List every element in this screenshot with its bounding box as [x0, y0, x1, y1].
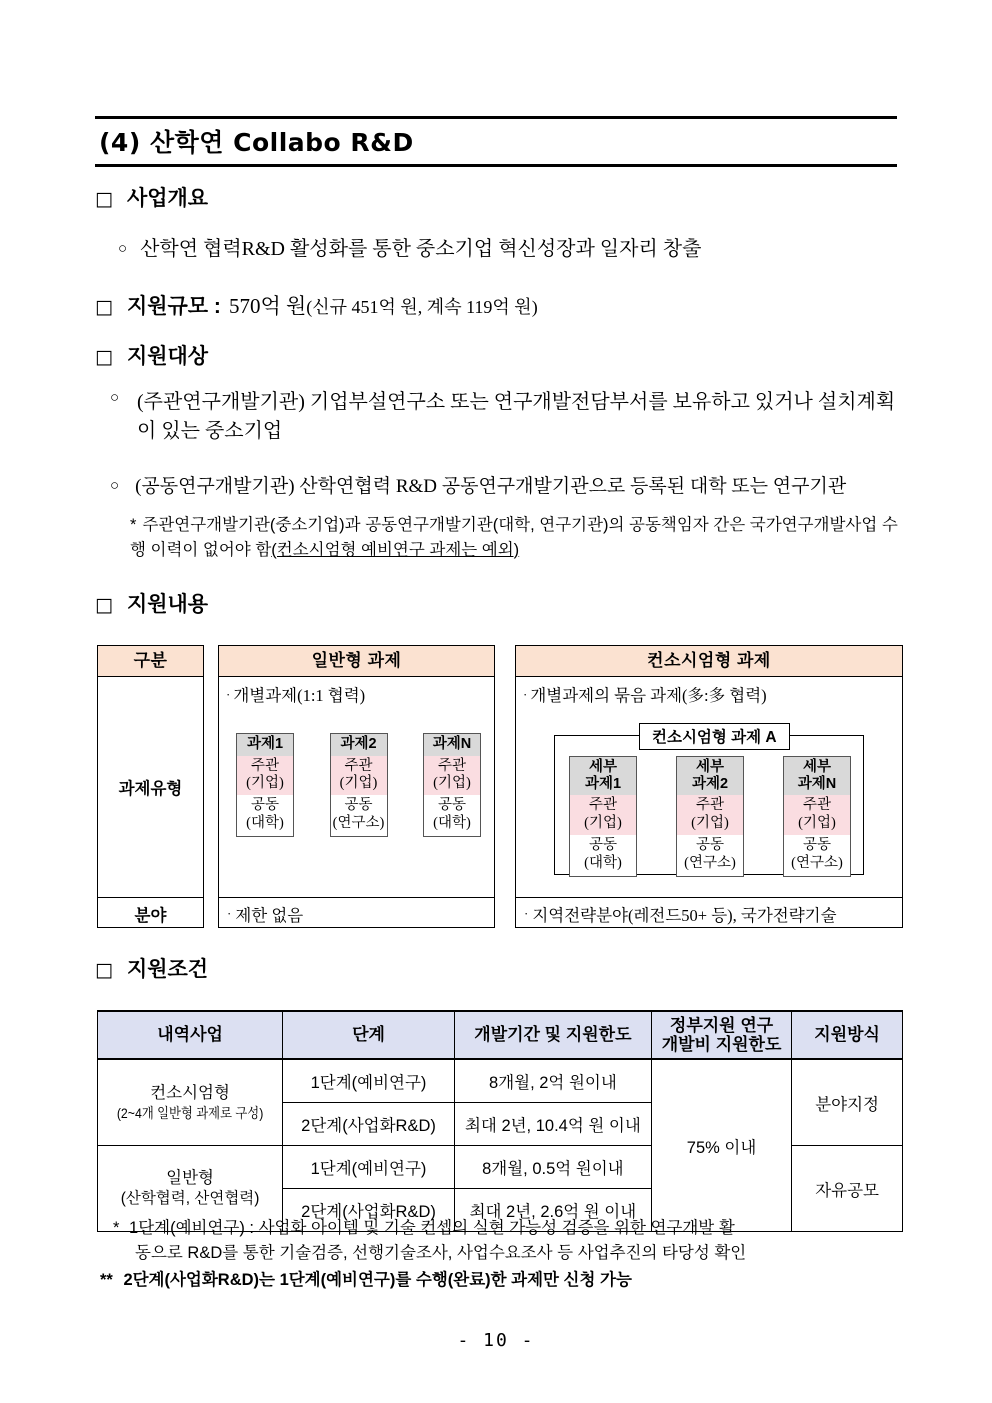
cell-limit: 최대 2년, 2.6억 원 이내 [454, 1189, 651, 1232]
footnote-one-mark: * [113, 1219, 120, 1237]
diagram-consortium-header: 컨소시엄형 과제 [516, 646, 902, 677]
page-title-block [95, 116, 897, 167]
card-host: 주관 (기업) [677, 795, 743, 835]
section-heading-overview: □ 사업개요 [95, 187, 209, 210]
footnote-two-mark: ** [100, 1271, 113, 1289]
square-bullet-icon: □ [95, 594, 113, 616]
square-bullet-icon: □ [95, 296, 113, 318]
cell-limit: 8개월, 0.5억 원이내 [454, 1146, 651, 1189]
page-title: (4) 산학연 Collabo R&D [99, 128, 414, 157]
footnote-one-line1: 1단계(예비연구) : 사업화 아이템 및 기술 컨셉의 실현 가능성 검증을 위한 연구개발 활 [129, 1219, 735, 1237]
asterisk-mark: * [130, 516, 137, 534]
diagram-general-desc-line [219, 677, 494, 706]
card-partner: 공동 (대학) [424, 795, 480, 836]
square-bullet-icon: □ [95, 959, 113, 981]
table-header-row [98, 1011, 903, 1059]
card-title: 세부 과제1 [570, 757, 636, 795]
diagram-general-cards [236, 733, 481, 837]
target-note [130, 513, 900, 563]
col-header-gov-support: 정부지원 연구 개발비 지원한도 [651, 1011, 791, 1059]
diagram-gubun-column [97, 645, 204, 928]
section-heading-content: □ 지원내용 [95, 593, 209, 616]
card-host: 주관 (기업) [237, 756, 293, 796]
diagram-general-body [219, 677, 494, 898]
cell-method-designated: 분야지정 [792, 1059, 903, 1146]
cell-limit: 최대 2년, 10.4억 원 이내 [454, 1103, 651, 1146]
card-host: 주관 (기업) [784, 795, 850, 835]
card-partner: 공동 (연구소) [677, 835, 743, 876]
diagram-card [423, 733, 481, 837]
table-row [98, 1059, 903, 1103]
card-title: 과제N [424, 734, 480, 756]
diagram-card [783, 756, 851, 877]
cell-stage: 2단계(사업화R&D) [283, 1103, 455, 1146]
circle-bullet-icon: ○ [110, 478, 120, 494]
middot-bullet-icon: · [226, 687, 231, 702]
card-host: 주관 (기업) [424, 756, 480, 796]
cell-method-open: 자유공모 [792, 1146, 903, 1232]
cell-stage: 2단계(사업화R&D) [283, 1189, 455, 1232]
page-number: - 10 - [457, 1330, 535, 1351]
target-bullet-1: ○ (주관연구개발기관) 기업부설연구소 또는 연구개발전담부서를 보유하고 있거나 설치계획이 있는 중소기업 [110, 390, 896, 442]
diagram-consortium-frame [554, 729, 864, 875]
middot-bullet-icon: · [524, 905, 529, 921]
target-note-underlined: (컨소시엄형 예비연구 과제는 예외) [271, 540, 520, 559]
footnote-two [100, 1268, 900, 1293]
diagram-general-field-line [219, 898, 494, 929]
middot-bullet-icon: · [227, 905, 232, 921]
col-header-stage: 단계 [283, 1011, 455, 1059]
cell-limit: 8개월, 2억 원이내 [454, 1059, 651, 1103]
card-title: 과제1 [237, 734, 293, 756]
diagram-consortium-body [516, 677, 902, 898]
diagram-consortium-cards [569, 756, 851, 877]
diagram-consortium-column [515, 645, 903, 928]
target-bullet-2: ○ (공동연구개발기관) 산학연협력 R&D 공동연구개발기관으로 등록된 대학 또는 연구기관 [110, 476, 847, 497]
diagram-card [676, 756, 744, 877]
card-partner: 공동 (대학) [570, 835, 636, 876]
diagram-consortium-frame-label: 컨소시엄형 과제 A [639, 723, 790, 750]
circle-bullet-icon: ○ [118, 241, 128, 257]
section-heading-conditions: □ 지원조건 [95, 958, 209, 981]
diagram-consortium-field-line [516, 898, 902, 929]
diagram-gubun-header: 구분 [98, 646, 203, 677]
diagram-card [569, 756, 637, 877]
card-title: 세부 과제N [784, 757, 850, 795]
square-bullet-icon: □ [95, 188, 113, 210]
budget-line: □ 지원규모 : 570억 원(신규 451억 원, 계속 119억 원) [95, 294, 538, 318]
cell-program-consortium: 컨소시엄형 (2~4개 일반형 과제로 구성) [98, 1059, 283, 1146]
col-header-program: 내역사업 [98, 1011, 283, 1059]
card-partner: 공동 (연구소) [331, 795, 387, 836]
card-host: 주관 (기업) [570, 795, 636, 835]
card-title: 과제2 [331, 734, 387, 756]
square-bullet-icon: □ [95, 346, 113, 368]
col-header-period-limit: 개발기간 및 지원한도 [454, 1011, 651, 1059]
card-partner: 공동 (대학) [237, 795, 293, 836]
cell-program-general: 일반형 (산학협력, 산연협력) [98, 1146, 283, 1232]
diagram-row-label-field: 분야 [134, 906, 167, 925]
card-title: 세부 과제2 [677, 757, 743, 795]
diagram-card [236, 733, 294, 837]
conditions-table [97, 1010, 903, 1232]
overview-bullet: ○ 산학연 협력R&D 활성화를 통한 중소기업 혁신성장과 일자리 창출 [118, 238, 702, 260]
target-note-text: 주관연구개발기관(중소기업)과 공동연구개발기관(대학, 연구기관)의 공동책임자 간은 국가연구개발사업 수행 이력이 없어야 함 [130, 516, 898, 559]
card-partner: 공동 (연구소) [784, 835, 850, 876]
card-host: 주관 (기업) [331, 756, 387, 796]
support-content-diagram [97, 645, 903, 928]
footnote-one-line2: 동으로 R&D를 통한 기술검증, 선행기술조사, 사업수요조사 등 사업추진의 타당성 확인 [135, 1244, 747, 1263]
footnote-two-text: 2단계(사업화R&D)는 1단계(예비연구)를 수행(완료)한 과제만 신청 가능 [123, 1271, 632, 1289]
cell-gov-support-limit: 75% 이내 [651, 1059, 791, 1232]
diagram-general-field: 제한 없음 [235, 905, 304, 925]
diagram-general-desc: 개별과제(1:1 협력) [233, 686, 366, 705]
diagram-row-label-type: 과제유형 [98, 677, 203, 898]
diagram-consortium-desc-line [516, 677, 902, 706]
diagram-general-header: 일반형 과제 [219, 646, 494, 677]
section-heading-target: □ 지원대상 [95, 345, 209, 368]
circle-bullet-icon: ○ [110, 390, 120, 406]
diagram-consortium-field: 지역전략분야(레전드50+ 등), 국가전략기술 [532, 905, 837, 925]
middot-bullet-icon: · [523, 687, 528, 702]
col-header-method: 지원방식 [792, 1011, 903, 1059]
diagram-general-column [218, 645, 495, 928]
diagram-consortium-desc: 개별과제의 묶음 과제(多:多 협력) [530, 686, 767, 705]
title-rule-bottom [95, 164, 897, 167]
cell-stage: 1단계(예비연구) [283, 1146, 455, 1189]
diagram-card [330, 733, 388, 837]
cell-stage: 1단계(예비연구) [283, 1059, 455, 1103]
footnote-one [113, 1216, 903, 1266]
